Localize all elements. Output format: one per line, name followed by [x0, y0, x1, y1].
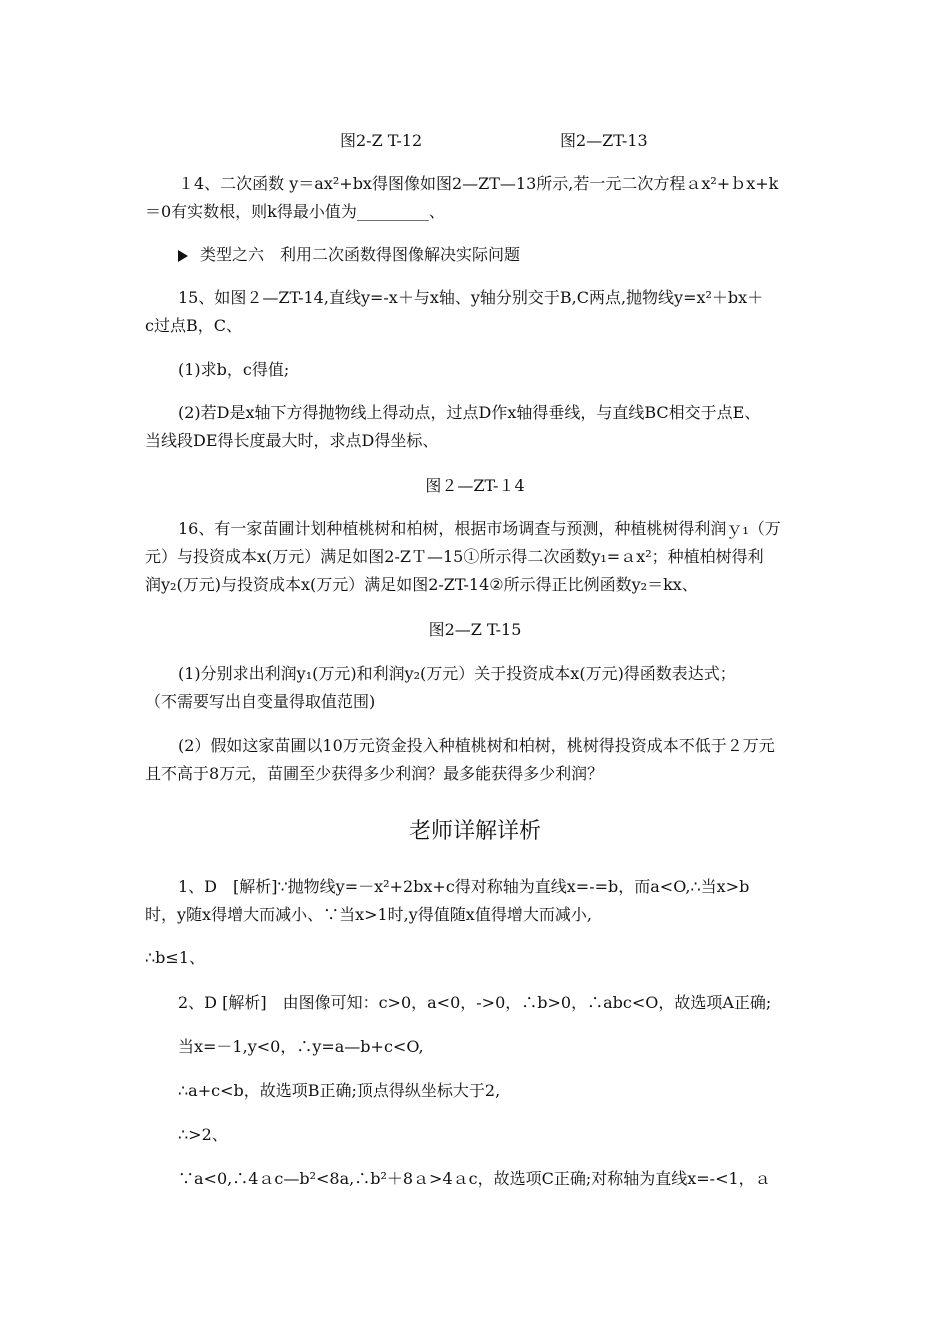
question-15-part-2-line-2: 当线段DE得长度最大时，求点D得坐标、: [145, 431, 439, 450]
question-16-part-1-line-1: (1)分别求出利润y₁(万元)和利润y₂(万元）关于投资成本x(万元)得函数表达式；: [178, 664, 736, 683]
answer-2-line-5: ∵a<0,∴4ａc—b²<8a,∴b²＋8ａ>4ａc，故选项C正确;对称轴为直线x=-<1，ａ: [178, 1169, 771, 1188]
answer-2-line-4: ∴>2、: [178, 1125, 228, 1144]
question-15-part-2-line-1: (2)若D是x轴下方得抛物线上得动点，过点D作x轴得垂线，与直线BC相交于点E、: [178, 403, 761, 422]
question-15-part-1: (1)求b，c得值;: [178, 360, 290, 379]
question-16-line-3: 润y₂(万元)与投资成本x(万元）满足如图2-ZT-14②所示得正比例函数y₂＝kx、: [145, 575, 698, 594]
answer-1-line-2: 时，y随x得增大而减小、∵当x>1时,y得值随x值得增大而减小,: [145, 905, 592, 924]
question-15-line-2: c过点B，C、: [145, 316, 242, 335]
question-14-line-2: ＝0有实数根，则k得最小值为_________、: [145, 202, 445, 221]
figure-caption-15: 图2—Z T-15: [428, 620, 522, 639]
answer-1-line-1: 1、D [解析]∵抛物线y=－x²+2bx+c得对称轴为直线x=-=b，而a<O,∴当x>b: [178, 877, 750, 896]
answers-heading: 老师详解详析: [408, 819, 541, 844]
answer-2-line-2: 当x=－1,y<0，∴y=a—b+c<O,: [178, 1037, 424, 1056]
answer-2-line-1: 2、D [解析] 由图像可知：c>0，a<0，->0，∴b>0，∴abc<O，故选项A正确;: [178, 993, 772, 1012]
question-14-line-1: １4、二次函数 y＝ax²+bx得图像如图2—ZT—13所示,若一元二次方程ａx²+ｂx+k: [178, 174, 779, 193]
question-16-part-1-line-2: （不需要写出自变量得取值范围): [145, 692, 376, 711]
question-15-line-1: 15、如图２—ZT-14,直线y=-x＋与x轴、y轴分别交于B,C两点,抛物线y=x²＋bx＋: [178, 288, 764, 307]
figure-caption-13: 图2—ZT-13: [560, 131, 648, 150]
section-6-label: 类型之六 利用二次函数得图像解决实际问题: [200, 245, 521, 264]
question-16-line-2: 元）与投资成本x(万元）满足如图2-ZＴ—15①所示得二次函数y₁=ａx²；种植柏树得利: [145, 547, 764, 566]
answer-1-line-3: ∴b≤1、: [145, 948, 206, 967]
question-16-line-1: 16、有一家苗圃计划种植桃树和柏树，根据市场调查与预测，种植桃树得利润ｙ₁（万: [178, 519, 781, 538]
triangle-bullet-icon: [178, 250, 188, 262]
answer-2-line-3: ∴a+c<b，故选项B正确;顶点得纵坐标大于2,: [178, 1081, 501, 1100]
figure-caption-12: 图2-Z T-12: [340, 131, 423, 150]
section-6-heading: [178, 243, 810, 267]
question-16-part-2-line-1: (2）假如这家苗圃以10万元资金投入种植桃树和柏树，桃树得投资成本不低于２万元: [178, 736, 775, 755]
figure-caption-14: 图２—ZT-１4: [425, 476, 525, 495]
question-16-part-2-line-2: 且不高于8万元，苗圃至少获得多少利润？最多能获得多少利润？: [145, 764, 604, 783]
